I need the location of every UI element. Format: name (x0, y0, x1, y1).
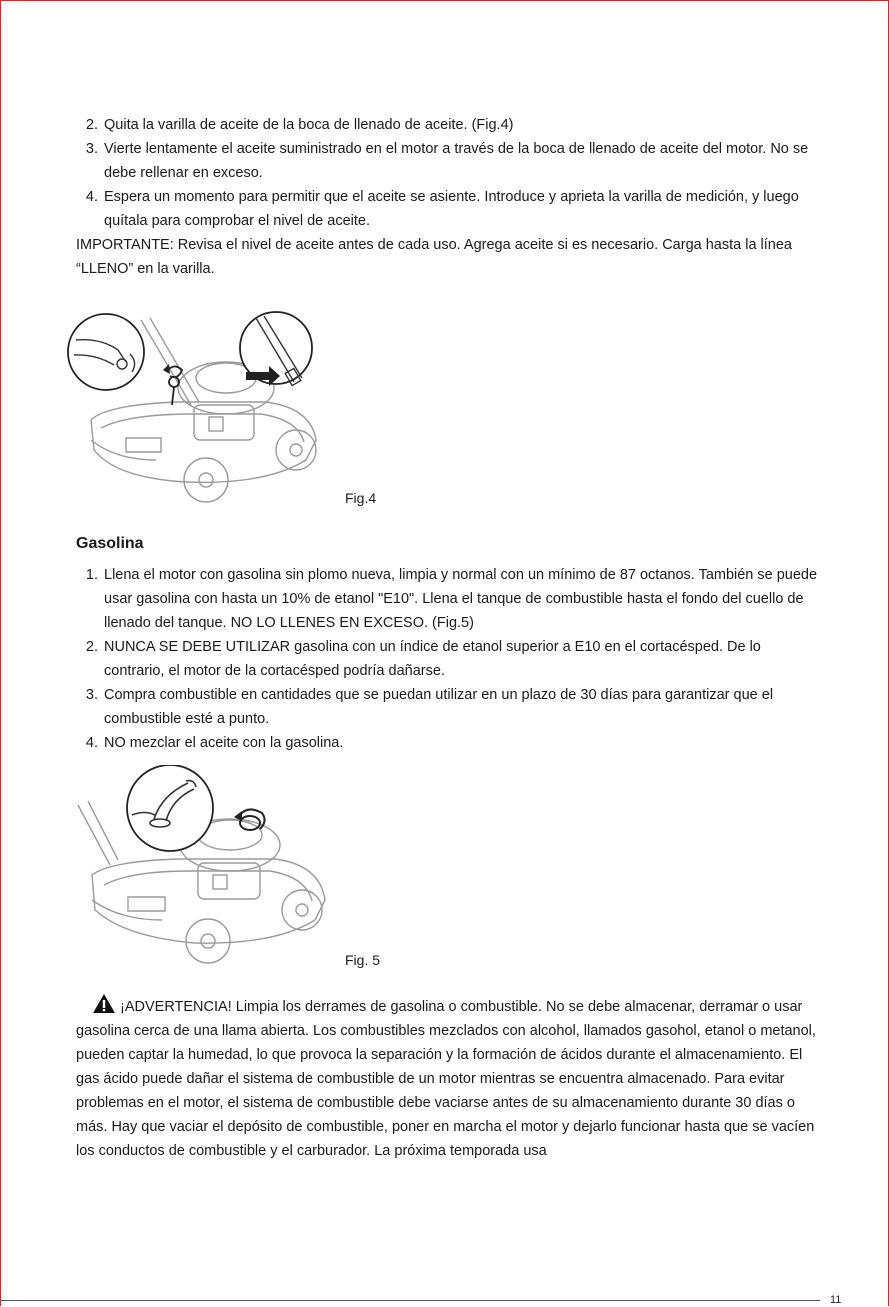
list-number: 2. (85, 639, 98, 655)
list-text: Vierte lentamente el aceite suministrado en el motor a través de la boca de llenado de aceite del motor. No se debe rellenar en exceso. (104, 141, 809, 181)
fig4-lawnmower-oil-illustration (66, 310, 326, 510)
list-text: NO mezclar el aceite con la gasolina. (104, 735, 344, 751)
list-number: 4. (85, 735, 98, 751)
list-number: 1. (85, 567, 98, 583)
fig5-lawnmower-fuel-illustration (70, 765, 335, 965)
list-item (78, 113, 823, 137)
list-text: Llena el motor con gasolina sin plomo nueva, limpia y normal con un mínimo de 87 octanos. También se puede usar gasolina con hasta un 10% de etanol "E10". Llena el tanque de combustible hasta el fondo del cuello de llenado del tanque. NO LO LLENES EN EXCESO. (Fig.5) (104, 567, 818, 631)
list-text: Espera un momento para permitir que el aceite se asiente. Introduce y aprieta la varilla de medición, y luego quítala para comprobar el nivel de aceite. (104, 189, 799, 229)
list-text: NUNCA SE DEBE UTILIZAR gasolina con un índice de etanol superior a E10 en el cortacésped. De lo contrario, el motor de la cortacésped podría dañarse. (104, 639, 761, 679)
fig5-caption: Fig. 5 (345, 952, 381, 968)
list-item (78, 683, 823, 731)
fig4-caption: Fig.4 (345, 490, 377, 506)
list-item (78, 563, 823, 635)
page-number: 11 (830, 1294, 842, 1306)
section-heading: Gasolina (76, 535, 144, 552)
list-number: 3. (85, 141, 98, 157)
list-number: 4. (85, 189, 98, 205)
footer-rule (0, 1300, 820, 1301)
list-number: 3. (85, 687, 98, 703)
list-item (78, 635, 823, 683)
list-text: Quita la varilla de aceite de la boca de llenado de aceite. (Fig.4) (104, 117, 514, 133)
list-item (78, 137, 823, 185)
warning-triangle-icon (92, 993, 116, 1014)
list-item (78, 731, 823, 755)
warning-paragraph (76, 993, 828, 1163)
important-note: IMPORTANTE: Revisa el nivel de aceite antes de cada uso. Agrega aceite si es necesario. Carga hasta la línea “LLENO” en la varilla. (76, 237, 792, 277)
list-number: 2. (85, 117, 98, 133)
list-text: Compra combustible en cantidades que se puedan utilizar en un plazo de 30 días para garantizar que el combustible esté a punto. (104, 687, 774, 727)
warning-text: ¡ADVERTENCIA! Limpia los derrames de gasolina o combustible. No se debe almacenar, derramar o usar gasolina cerca de una llama abierta. Los combustibles mezclados con alcohol, llamados gasohol, etanol o metanol, pueden captar la humedad, lo que provoca la separación y la formación de ácidos durante el almacenamiento. El gas ácido puede dañar el sistema de combustible de un motor mientras se encuentra almacenado. Para evitar problemas en el motor, el sistema de combustible debe vaciarse antes de su almacenamiento durante 30 días o más. Hay que vaciar el depósito de combustible, poner en marcha el motor y dejarlo funcionar hasta que se vacíen los conductos de combustible y el carburador. La próxima temporada usa (76, 999, 816, 1159)
list-item (78, 185, 823, 233)
